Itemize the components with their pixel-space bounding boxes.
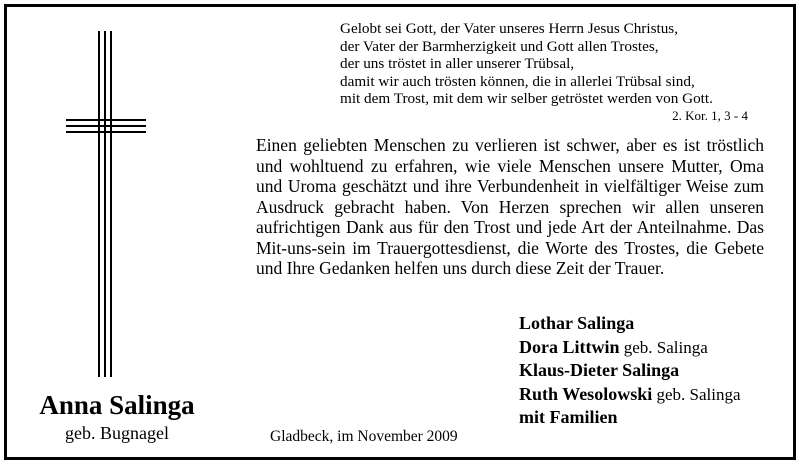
verse-reference: 2. Kor. 1, 3 - 4 (672, 107, 748, 123)
bible-verse (340, 20, 760, 123)
signer-row (519, 383, 789, 407)
verse-line: mit dem Trost, mit dem wir selber getröstet werden von Gott. (340, 90, 713, 108)
verse-line: damit wir auch trösten können, die in allerlei Trübsal sind, (340, 72, 695, 90)
verse-line: der Vater der Barmherzigkeit und Gott allen Trostes, (340, 37, 659, 55)
signer-name: Dora Littwin (519, 336, 620, 357)
signer-birth-name: geb. Salinga (656, 384, 741, 404)
signers-list (519, 312, 789, 430)
signer-row (519, 336, 789, 360)
signer-name: mit Familien (519, 407, 618, 427)
verse-line: Gelobt sei Gott, der Vater unseres Herrn Jesus Christus, (340, 20, 679, 37)
place-date: Gladbeck, im November 2009 (270, 428, 458, 445)
signer-birth-name: geb. Salinga (623, 337, 708, 357)
signer-name: Klaus-Dieter Salinga (519, 360, 680, 380)
verse-line: der uns tröstet in aller unserer Trübsal, (340, 55, 575, 73)
thank-you-message: Einen geliebten Menschen zu verlieren ist schwer, aber es ist tröstlich und wohltuend zu erfahren, wie viele Menschen unsere Mutter, Oma und Uroma geschätzt und ihre Verbundenheit in vielfältiger Weise zum Ausdruck gebracht haben. Von Herzen sprechen wir allen unseren aufrichtigen Dank aus für den Trost und jede Art der Anteilnahme. Das Mit-uns-sein im Trauergottesdienst, die Worte des Trostes, die Gebete und Ihre Gedanken helfen uns durch diese Zeit der Trauer. (256, 135, 764, 278)
signer-row (519, 406, 789, 430)
deceased-name: Anna Salinga (39, 390, 195, 420)
deceased-birth-name: geb. Bugnagel (65, 423, 169, 443)
signer-name: Ruth Wesolowski (519, 383, 653, 404)
deceased-block (22, 388, 212, 444)
signer-row (519, 359, 789, 383)
cross-icon (66, 31, 146, 377)
signer-row (519, 312, 789, 336)
signer-name: Lothar Salinga (519, 313, 635, 333)
